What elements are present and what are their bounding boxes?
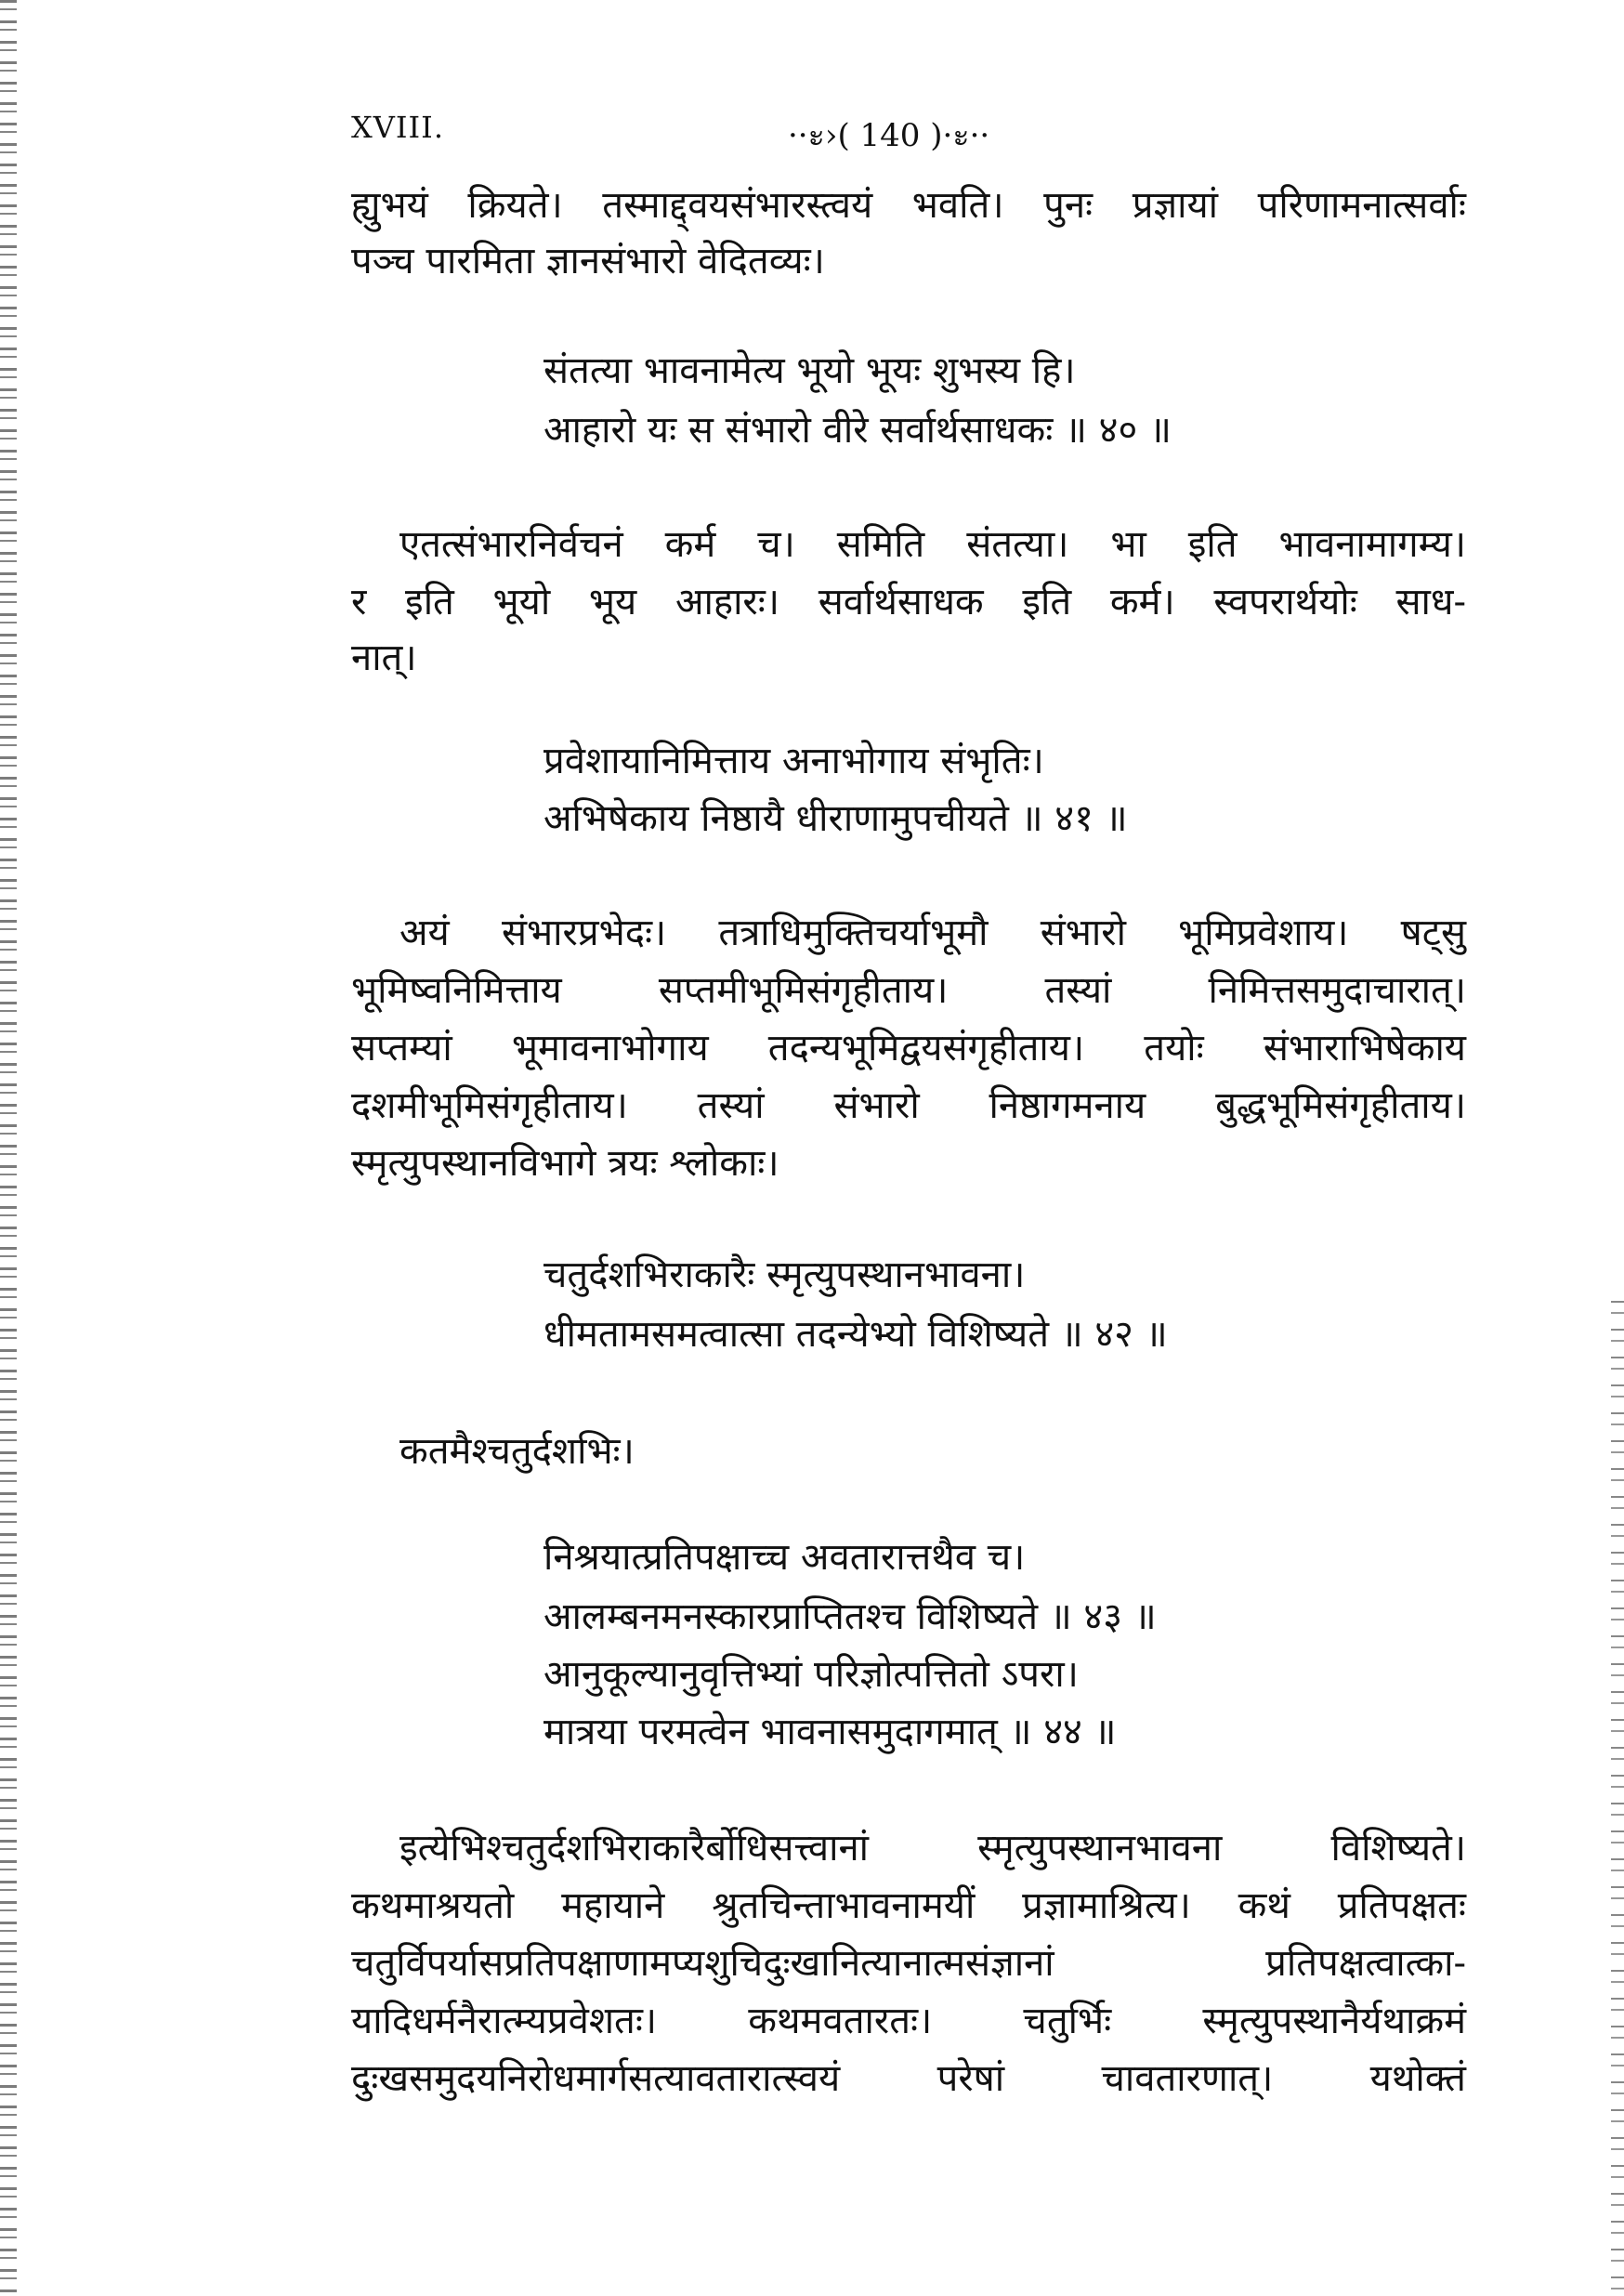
- text-line: ह्युभयं क्रियते। तस्माद्द्वयसंभारस्त्वयं भवति। पुनः प्रज्ञायां परिणामनात्सर्वाः: [351, 184, 1466, 227]
- verse-line: धीमतामसमत्वात्सा तदन्येभ्यो विशिष्यते ॥ ४२ ॥: [544, 1313, 1168, 1356]
- text-line: चतुर्विपर्यासप्रतिपक्षाणामप्यशुचिदुःखानित्यानात्मसंज्ञानां प्रतिपक्षत्वात्का-: [351, 1942, 1466, 1985]
- text-line: इत्येभिश्चतुर्दशभिराकारैर्बोधिसत्त्वानां स्मृत्युपस्थानभावना विशिष्यते।: [399, 1827, 1466, 1870]
- scan-edge-left: [0, 0, 17, 2296]
- verse-line: अभिषेकाय निष्ठायै धीराणामुपचीयते ॥ ४१ ॥: [544, 797, 1128, 840]
- text-line: यादिधर्मनैरात्म्यप्रवेशतः। कथमवतारतः। चतुर्भिः स्मृत्युपस्थानैर्यथाक्रमं: [351, 2000, 1466, 2042]
- verse-line: चतुर्दशभिराकारैः स्मृत्युपस्थानभावना।: [544, 1253, 1026, 1296]
- text-line: नात्।: [351, 636, 417, 679]
- text-line: दुःखसमुदयनिरोधमार्गसत्यावतारात्स्वयं परेषां चावतारणात्। यथोक्तं: [351, 2057, 1466, 2100]
- text-line: भूमिष्वनिमित्ताय सप्तमीभूमिसंगृहीताय। तस्यां निमित्तसमुदाचारात्।: [351, 969, 1466, 1012]
- page-number: ··ะ›( 140 )·ะ··: [788, 117, 990, 154]
- verse-line: आलम्बनमनस्कारप्राप्तितश्च विशिष्यते ॥ ४३ ॥: [544, 1595, 1157, 1638]
- text-line: पञ्च पारमिता ज्ञानसंभारो वेदितव्यः।: [351, 240, 825, 282]
- verse-line: प्रवेशायानिमित्ताय अनाभोगाय संभृतिः।: [544, 740, 1044, 782]
- verse-line: संतत्या भावनामेत्य भूयो भूयः शुभस्य हि।: [544, 349, 1076, 392]
- verse-line: आहारो यः स संभारो वीरे सर्वार्थसाधकः ॥ ४० ॥: [544, 409, 1172, 452]
- text-line: कतमैश्चतुर्दशभिः।: [399, 1430, 635, 1473]
- page-header: [351, 110, 1466, 154]
- verse-line: मात्रया परमत्वेन भावनासमुदागमात् ॥ ४४ ॥: [544, 1711, 1117, 1753]
- text-line: र इति भूयो भूय आहारः। सर्वार्थसाधक इति कर्म। स्वपरार्थयोः साध-: [351, 581, 1466, 623]
- text-line: कथमाश्रयतो महायाने श्रुतचिन्ताभावनामयीं प्रज्ञामाश्रित्य। कथं प्रतिपक्षतः: [351, 1884, 1466, 1927]
- text-line: अयं संभारप्रभेदः। तत्राधिमुक्तिचर्याभूमौ संभारो भूमिप्रवेशाय। षट्सु: [399, 912, 1466, 954]
- text-line: दशमीभूमिसंगृहीताय। तस्यां संभारो निष्ठागमनाय बुद्धभूमिसंगृहीताय।: [351, 1084, 1466, 1127]
- signature-mark: XVIII.: [351, 110, 444, 145]
- text-line: स्मृत्युपस्थानविभागे त्रयः श्लोकाः।: [351, 1142, 779, 1185]
- verse-line: निश्रयात्प्रतिपक्षाच्च अवतारात्तथैव च।: [544, 1536, 1026, 1579]
- text-line: सप्तम्यां भूमावनाभोगाय तदन्यभूमिद्वयसंगृहीताय। तयोः संभाराभिषेकाय: [351, 1027, 1466, 1069]
- verse-line: आनुकूल्यानुवृत्तिभ्यां परिज्ञोत्पत्तितो ऽपरा।: [544, 1653, 1079, 1696]
- scan-edge-right: [1611, 1301, 1624, 2296]
- text-line: एतत्संभारनिर्वचनं कर्म च। समिति संतत्या। भा इति भावनामागम्य।: [399, 523, 1466, 566]
